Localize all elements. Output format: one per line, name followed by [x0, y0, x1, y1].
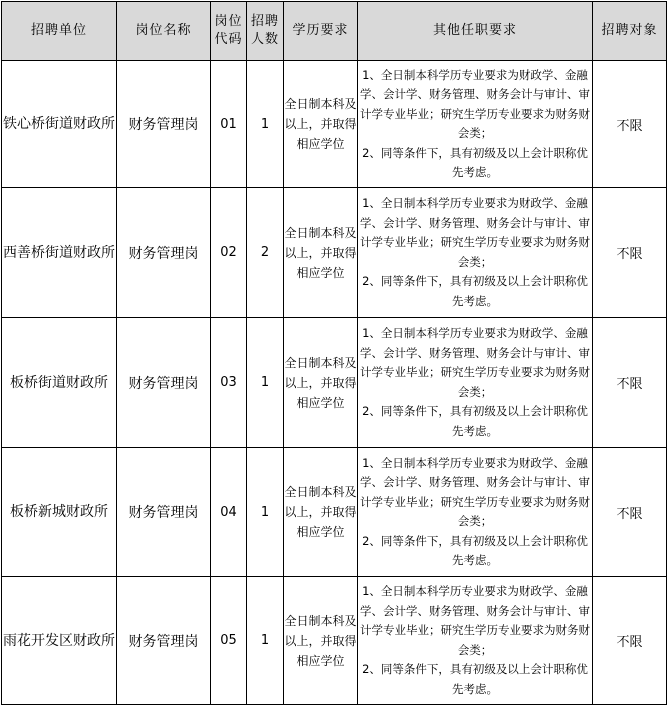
cell-target: 不限 — [593, 577, 667, 705]
cell-other-requirements — [358, 188, 593, 318]
cell-target: 不限 — [593, 318, 667, 448]
cell-code: 03 — [211, 318, 247, 448]
header-count: 招聘人数 — [247, 2, 284, 61]
cell-unit: 西善桥街道财政所 — [2, 188, 117, 318]
cell-count: 1 — [247, 61, 284, 188]
header-education: 学历要求 — [284, 2, 358, 61]
requirement-1: 1、全日制本科学历专业要求为财政学、金融学、会计学、财务管理、财务会计与审计、审计学专业毕业；研究生学历专业要求为财务财会类； — [360, 196, 590, 269]
cell-unit: 板桥新城财政所 — [2, 448, 117, 577]
requirement-2: 2、同等条件下，具有初级及以上会计职称优先考虑。 — [362, 404, 588, 438]
requirement-1: 1、全日制本科学历专业要求为财政学、金融学、会计学、财务管理、财务会计与审计、审计学专业毕业；研究生学历专业要求为财务财会类； — [360, 584, 590, 657]
header-row — [2, 2, 667, 61]
requirement-2: 2、同等条件下，具有初级及以上会计职称优先考虑。 — [362, 145, 588, 179]
cell-education: 全日制本科及以上，并取得相应学位 — [284, 448, 358, 577]
table-row — [2, 448, 667, 577]
cell-code: 04 — [211, 448, 247, 577]
table-row — [2, 318, 667, 448]
cell-other-requirements — [358, 448, 593, 577]
header-unit: 招聘单位 — [2, 2, 117, 61]
cell-target: 不限 — [593, 188, 667, 318]
recruitment-table — [1, 1, 667, 705]
cell-education: 全日制本科及以上，并取得相应学位 — [284, 318, 358, 448]
table-row — [2, 61, 667, 188]
cell-target: 不限 — [593, 448, 667, 577]
requirement-2: 2、同等条件下，具有初级及以上会计职称优先考虑。 — [362, 662, 588, 696]
requirement-2: 2、同等条件下，具有初级及以上会计职称优先考虑。 — [362, 274, 588, 308]
cell-unit: 雨花开发区财政所 — [2, 577, 117, 705]
cell-count: 2 — [247, 188, 284, 318]
table-row — [2, 188, 667, 318]
cell-post: 财务管理岗 — [117, 577, 211, 705]
cell-post: 财务管理岗 — [117, 318, 211, 448]
cell-other-requirements — [358, 318, 593, 448]
cell-education: 全日制本科及以上，并取得相应学位 — [284, 188, 358, 318]
header-post: 岗位名称 — [117, 2, 211, 61]
table-row — [2, 577, 667, 705]
cell-education: 全日制本科及以上，并取得相应学位 — [284, 61, 358, 188]
cell-post: 财务管理岗 — [117, 188, 211, 318]
cell-target: 不限 — [593, 61, 667, 188]
cell-post: 财务管理岗 — [117, 448, 211, 577]
requirement-1: 1、全日制本科学历专业要求为财政学、金融学、会计学、财务管理、财务会计与审计、审计学专业毕业；研究生学历专业要求为财务财会类； — [360, 67, 590, 140]
cell-code: 02 — [211, 188, 247, 318]
header-other-requirements: 其他任职要求 — [358, 2, 593, 61]
cell-code: 01 — [211, 61, 247, 188]
cell-education: 全日制本科及以上，并取得相应学位 — [284, 577, 358, 705]
requirement-1: 1、全日制本科学历专业要求为财政学、金融学、会计学、财务管理、财务会计与审计、审计学专业毕业；研究生学历专业要求为财务财会类； — [360, 326, 590, 399]
cell-unit: 铁心桥街道财政所 — [2, 61, 117, 188]
header-code: 岗位代码 — [211, 2, 247, 61]
requirement-1: 1、全日制本科学历专业要求为财政学、金融学、会计学、财务管理、财务会计与审计、审计学专业毕业；研究生学历专业要求为财务财会类； — [360, 455, 590, 528]
cell-count: 1 — [247, 318, 284, 448]
header-target: 招聘对象 — [593, 2, 667, 61]
cell-post: 财务管理岗 — [117, 61, 211, 188]
cell-code: 05 — [211, 577, 247, 705]
cell-other-requirements — [358, 577, 593, 705]
cell-other-requirements — [358, 61, 593, 188]
cell-unit: 板桥街道财政所 — [2, 318, 117, 448]
cell-count: 1 — [247, 577, 284, 705]
cell-count: 1 — [247, 448, 284, 577]
requirement-2: 2、同等条件下，具有初级及以上会计职称优先考虑。 — [362, 533, 588, 567]
